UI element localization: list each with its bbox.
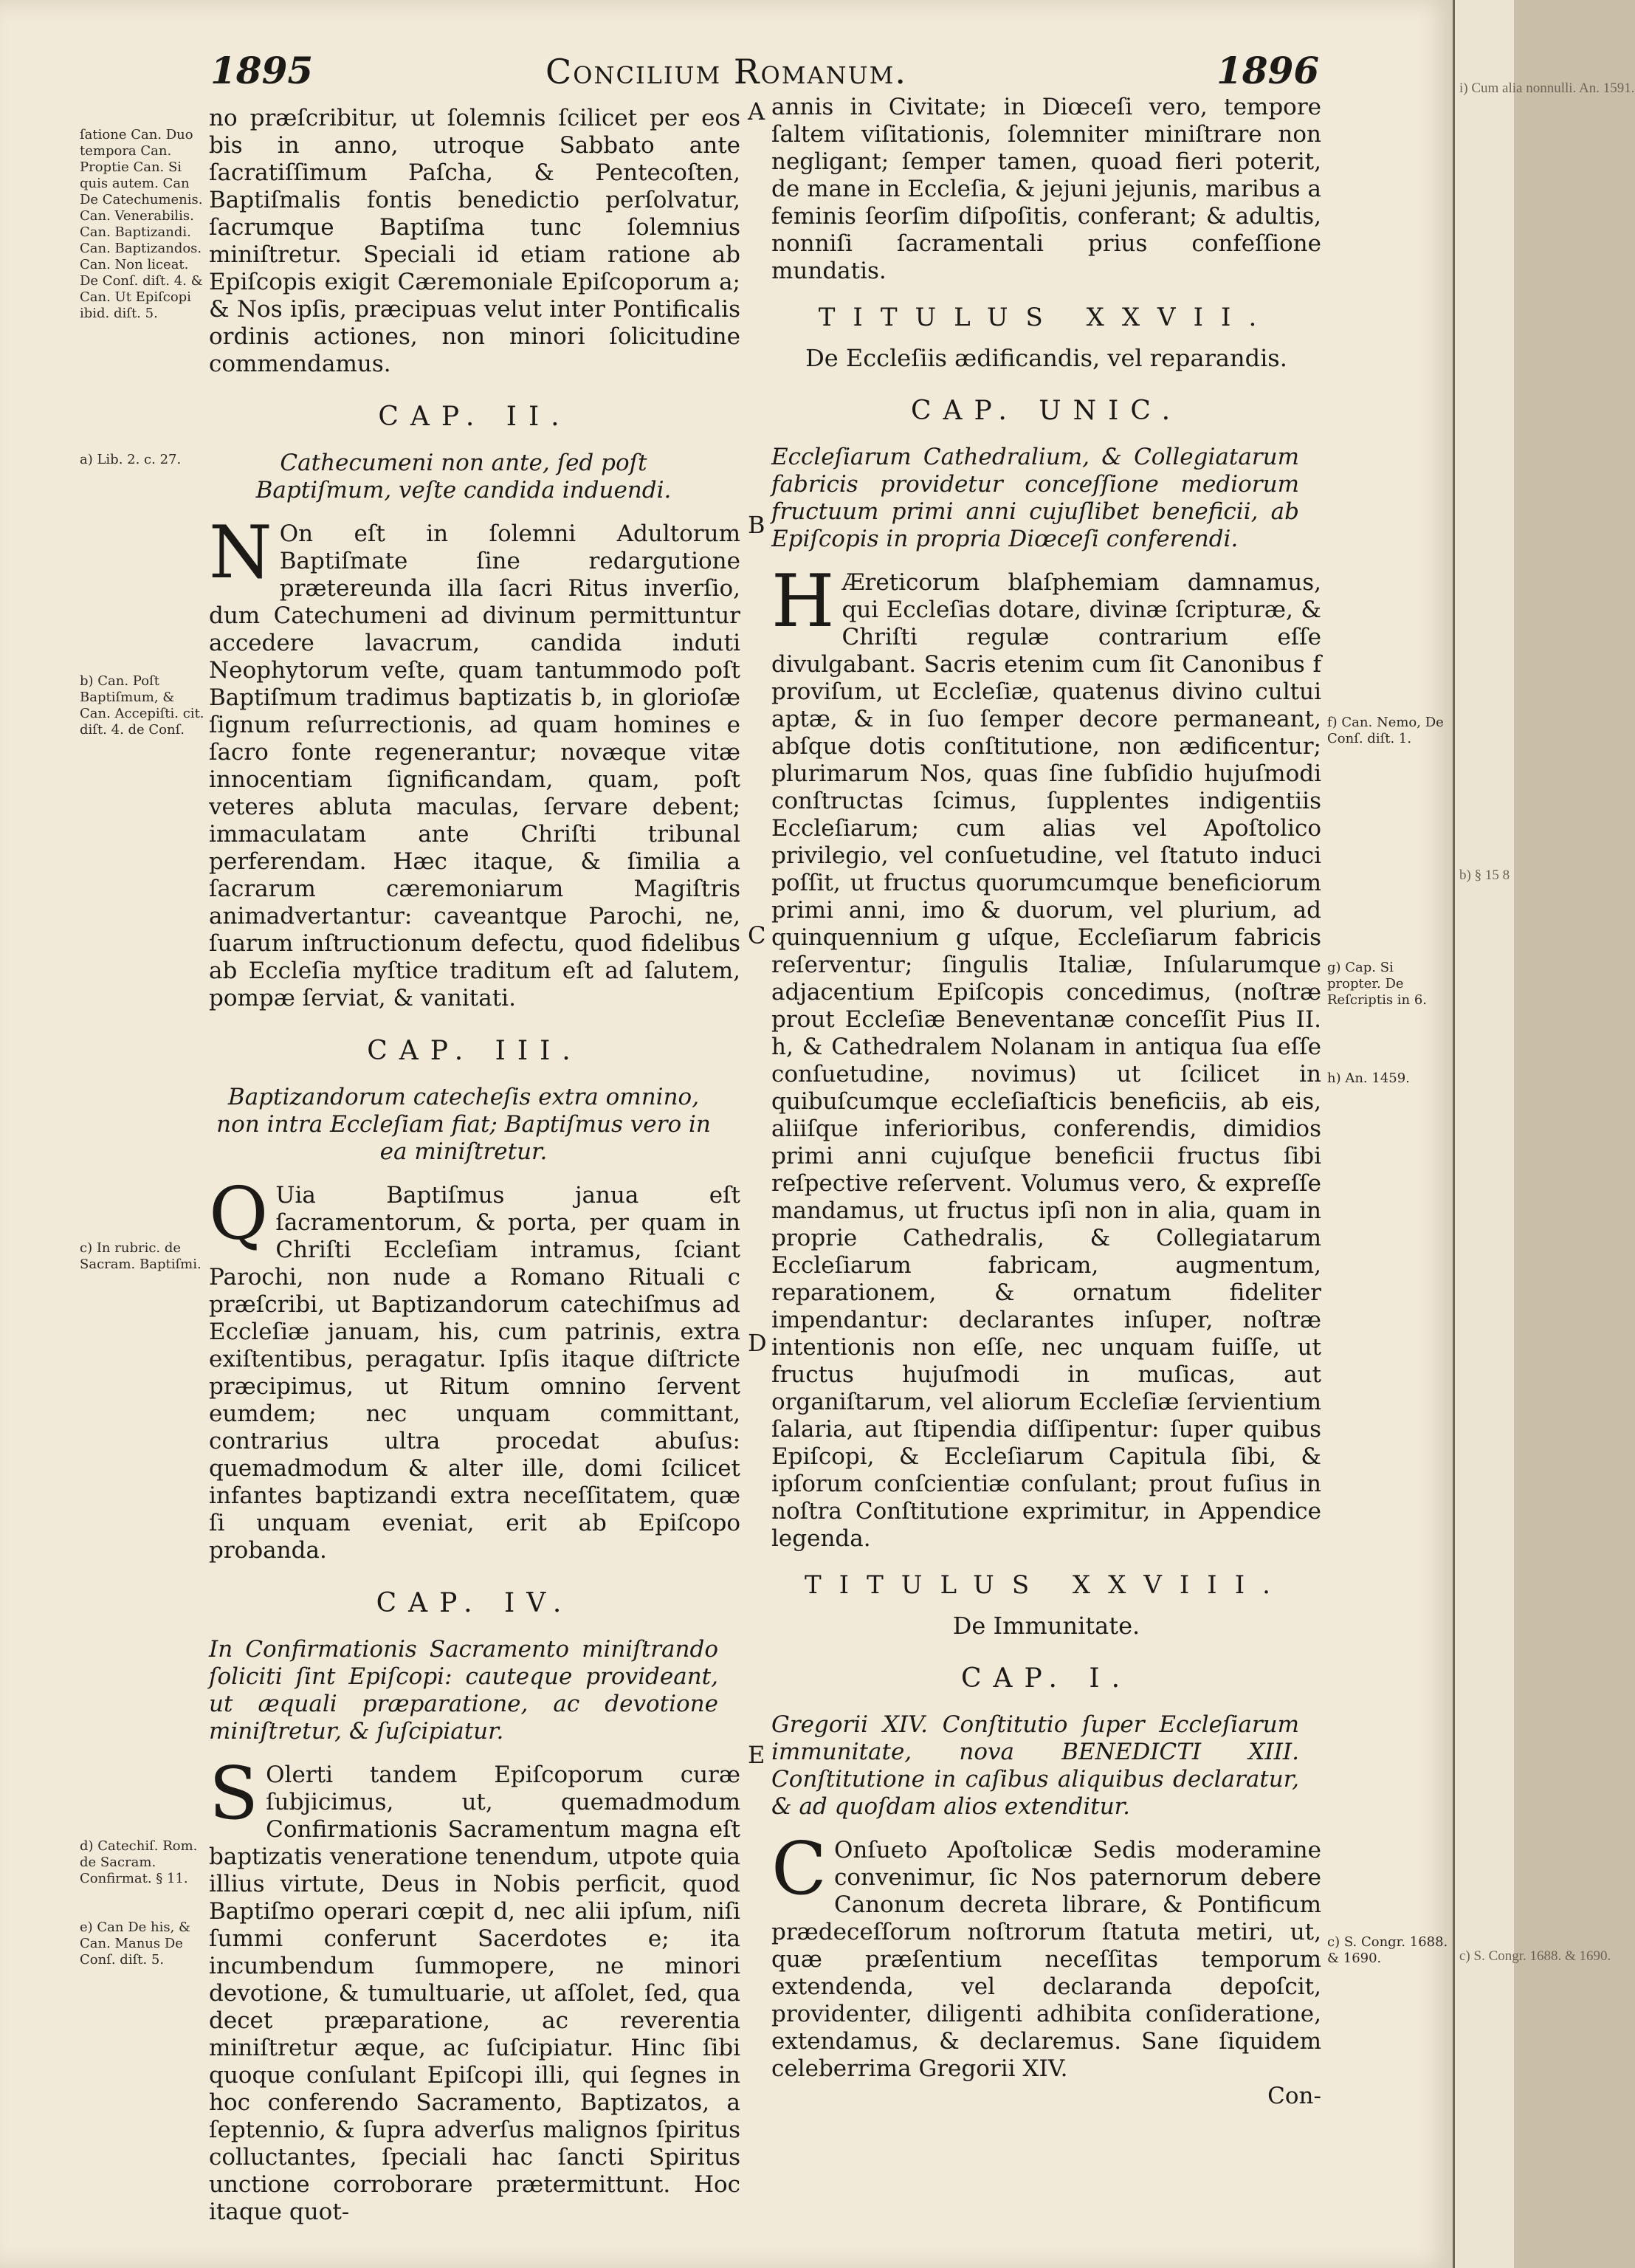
cap3-summary: Baptizandorum catecheſis extra omnino, non intra Eccleſiam fiat; Baptiſmus vero in ea miniſtretur. [216,1084,711,1165]
cap-unic-summary: Eccleſiarum Cathedralium, & Collegiatarum fabricis providetur conceſſione mediorum fructuum primi anni cujuſlibet beneficii, ab Epiſcopis in propria Diœceſi conferendi. [771,444,1299,552]
left-column [209,105,740,2226]
cap4-paragraph [209,1752,740,2226]
cap3-body: Uia Baptiſmus janua eſt ſacramentorum, & porta, per quam in Chriſti Eccleſiam intramus, ſciant Parochi, non nude a Romano Rituali c præſcribi, ut Baptizandorum catechiſmus ad Eccleſiæ januam, his, cum patrinis, extra exiſtentibus, peragatur. Ipſis itaque diſtricte præcipimus, ut Ritum omnino ſervent eumdem; nec unquam committant, contrarius ultra procedat abuſus: quemadmodum & alter ille, domi ſcilicet infantes baptizandi extra neceſſitatem, quæ ſi unquam eveniat, erit ab Epiſcopo probanda. [209,1182,740,1564]
margin-note-left-3: b) Can. Poſt Baptiſmum, & Can. Accepiſti. cit. diſt. 4. de Conſ. [80,673,204,738]
section-marker-b: B [748,511,765,539]
section-marker-c: C [748,921,766,949]
margin-note-left-6: e) Can De his, & Can. Manus De Conſ. diſt. 5. [80,1920,191,1968]
cap1-dropcap: C [771,1827,827,1911]
margin-note-right-3: h) An. 1459. [1327,1071,1410,1086]
running-title: Concilium Romanum. [545,52,907,92]
cap-unic-body: Æreticorum blaſphemiam damnamus, qui Eccleſias dotare, divinæ ſcripturæ, & Chriſti regulæ contrarium eſſe divulgabant. Sacris etenim cum ſit Canonibus f proviſum, ut Eccleſiæ, quatenus divino cultui aptæ, & in ſuo ſemper decore permaneant, abſque dotis conſtitutione, non ædificentur; plurimarum Nos, quas ſine ſubſidio hujuſmodi conſtructas ſcimus, ſupplentes indigentiis Eccleſiarum; cum alias vel Apoſtolico privilegio, vel conſuetudine, vel ſtatuto induci poſſit, ut fructus quorumcumque beneficiorum primi anni, imo & duorum, vel plurium, ad quinquennium g uſque, Eccleſiarum fabricis reſerventur; ſingulis Italiæ, Inſularumque adjacentium Epiſcopis concedimus, (noſtræ prout Eccleſiæ Beneventanæ conceſſit Pius II. h, & Cathedralem Nolanam in antiqua ſua eſſe conſuetudine, novimus) ut ſcilicet in quibuſcumque eccleſiaſticis beneficiis, ab eis, aliiſque inferioribus, conferendis, dimidios primi anni cujuſque beneficii fructus ſibi reſpective reſervent. Volumus vero, & expreſſe mandamus, ut fructus ipſi non in alia, quam in proprie Cathedralis, & Collegiatarum Eccleſiarum fabricam, augmentum, reparationem, & ornatum fideliter impendantur: declarantes inſuper, noſtræ intentionis non eſſe, nec unquam fuiſſe, ut fructus hujuſmodi in muſicas, aut organiſtarum, vel aliorum Eccleſiæ ſervientium ſalaria, aut ſtipendia diſſipentur: ſuper quibus Epiſcopi, & Eccleſiarum Capitula ſibi, & ipſorum conſcientiæ conſulant; prout fuſius in noſtra Conſtitutione exprimitur, in Appendice legenda. [771,569,1321,1552]
section-marker-e: E [748,1741,765,1769]
page-number-right: 1896 [1216,49,1320,92]
margin-note-left-5: d) Catechiſ. Rom. de Sacram. Confirmat. § 11. [80,1838,198,1886]
cap2-summary: Cathecumeni non ante, ſed poſt Baptiſmum, veſte candida induendi. [255,450,672,504]
right-intro-paragraph: annis in Civitate; in Diœceſi vero, tempore ſaltem viſitationis, ſolemniter miniſtrare non negligant; ſemper tamen, quoad fieri poterit, de mane in Eccleſia, & jejuni jejunis, maribus a feminis ſeorſim diſpoſitis, conferant; & adultis, nonniſi ſacramentali prius confeſſione mundatis. [771,94,1321,284]
section-marker-d: D [748,1329,767,1357]
titulus-28-subtitle: De Immunitate. [952,1612,1140,1640]
adjacent-fragment-2: b) § 15 8 [1459,867,1510,883]
margin-note-left-4: c) In rubric. de Sacram. Baptiſmi. [80,1240,202,1272]
section-marker-a: A [748,97,765,126]
cap-unic-heading: CAP. UNIC. [910,396,1183,426]
cap1-body: Onſueto Apoſtolicæ Sedis moderamine convenimur, ſic Nos paternorum debere Canonum decreta librare, & Pontificum prædeceſſorum noſtrorum ſtatuta metiri, ut, quæ præſentium neceſſitas temporum extendenda, vel declaranda depoſcit, providenter, diligenti adhibita conſideratione, extendamus, & declaremus. Sane ſiquidem celeberrima Gregorii XIV. [771,1837,1321,2082]
margin-note-left-1: ſatione Can. Duo tempora Can. Proptie Can. Si quis autem. Can De Catechumenis. Can. Venerabilis. Can. Baptizandi. Can. Baptizandos. Can. Non liceat. De Conſ. diſt. 4. & Can. Ut Epiſcopi ibid. diſt. 5. [80,127,203,321]
cap4-heading: CAP. IV. [376,1588,574,1618]
cap2-dropcap: N [209,511,272,595]
cap3-heading: CAP. III. [367,1036,582,1066]
cap2-heading: CAP. II. [378,402,571,432]
cap4-summary: In Confirmationis Sacramento miniſtrando ſoliciti ſint Epiſcopi: cauteque provideant, ut æquali præparatione, ac devotione miniſtretur, & ſuſcipiatur. [209,1636,718,1745]
adjacent-fragment-1: i) Cum alia nonnulli. An. 1591. [1459,80,1635,96]
cap3-paragraph [209,1172,740,1564]
cap2-body: On eſt in ſolemni Adultorum Baptiſmate ſine redargutione prætereunda illa ſacri Ritus inverſio, dum Catechumeni ad divinum permittuntur accedere lavacrum, candida induti Neophytorum veſte, quam tantummodo poſt Baptiſmum tradimus baptizatis b, in glorioſæ ſignum reſurrectionis, ad quam homines e ſacro fonte regenerantur; novæque vitæ innocentiam ſignificandam, quam, poſt veteres abluta maculas, ſervare debent; immaculatam ante Chriſti tribunal perferendam. Hæc itaque, & ſimilia a ſacrarum cæremoniarum Magiſtris animadvertantur: caveantque Parochi, ne, ſuarum inſtructionum defectu, quod fidelibus ab Eccleſia myſtice traditum eſt ad ſalutem, pompæ ſerviat, & vanitati. [209,520,740,1011]
cap1-heading: CAP. I. [960,1663,1132,1694]
margin-note-right-2: g) Cap. Si propter. De Reſcriptis in 6. [1327,960,1428,1008]
margin-note-right-1: f) Can. Nemo, De Conſ. diſt. 1. [1327,715,1444,746]
right-column [771,94,1321,2110]
cap1-paragraph [771,1827,1321,2083]
adjacent-fragment-3: c) S. Congr. 1688. & 1690. [1459,1948,1611,1964]
margin-note-left-2: a) Lib. 2. c. 27. [80,452,182,467]
catchword: Con- [1267,2083,1321,2109]
cap3-dropcap: Q [209,1172,269,1257]
margin-note-right-4: c) S. Congr. 1688. & 1690. [1327,1934,1448,1966]
titulus-27-heading: TITULUS XXVII. [818,303,1275,332]
cap4-dropcap: S [209,1752,259,1836]
adjacent-page-edge [1453,0,1635,2268]
titulus-28-heading: TITULUS XXVIII. [805,1570,1288,1600]
titulus-27-subtitle: De Eccleſiis ædificandis, vel reparandis. [805,344,1287,372]
cap-unic-paragraph [771,560,1321,1553]
cap2-paragraph [209,511,740,1012]
left-intro-paragraph: no præſcribitur, ut ſolemnis ſcilicet per eos bis in anno, utroque Sabbato ante ſacratiſſimum Paſcha, & Pentecoſten, Baptiſmalis fontis benedictio perſolvatur, ſacrumque Baptiſma tunc ſolemnius miniſtretur. Speciali id etiam ratione ab Epiſcopis exigit Cæremoniale Epiſcoporum a; & Nos ipſis, præcipuas velut inter Pontificalis ordinis actiones, non minori ſolicitudine commendamus. [209,105,740,377]
cap-unic-dropcap: H [771,560,835,644]
cap4-body: Olerti tandem Epiſcoporum curæ ſubjicimus, ut, quemadmodum Confirmationis Sacramentum magna eſt baptizatis veneratione tenendum, utpote quia illius virtute, Deus in Nobis perficit, quod Baptiſmo operari cœpit d, nec alii ipſum, niſi ſummi conferunt Sacerdotes e; ita incumbendum ſummopere, ne minori devotione, & tumultuarie, ut aſſolet, ſed, qua decet præparatione, ac reverentia miniſtretur æque, ac ſuſcipiatur. Hinc ſibi quoque conſulant Epiſcopi illi, qui ſegnes in hoc conferendo Sacramento, Baptizatos, a ſeptennio, & ſupra adverſus malignos ſpiritus colluctantes, ſpeciali hac ſancti Spiritus unctione corroborare prætermittunt. Hoc itaque quot- [209,1762,740,2225]
cap1-summary: Gregorii XIV. Conſtitutio ſuper Eccleſiarum immunitate, nova BENEDICTI XIII. Conſtitutione in caſibus aliquibus declaratur, & ad quoſdam alios extenditur. [771,1711,1299,1820]
page-number-left: 1895 [210,49,314,92]
